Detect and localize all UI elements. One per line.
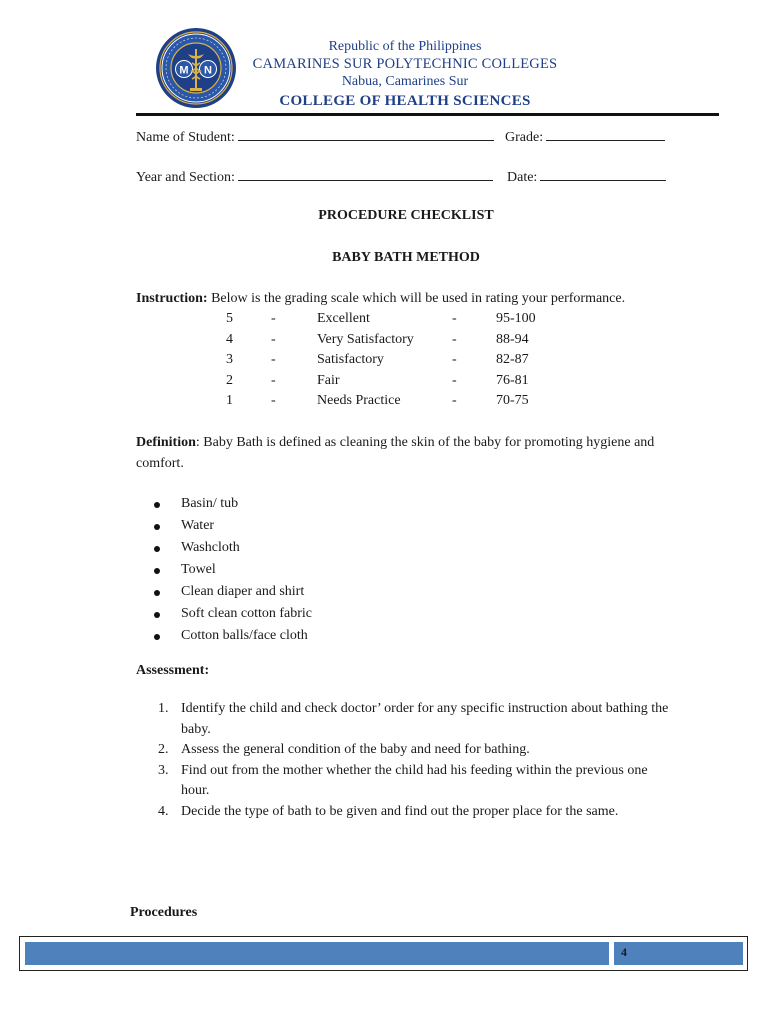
scale-dash: - [452, 331, 457, 347]
scale-rating: Fair [317, 372, 340, 388]
department-name: COLLEGE OF HEALTH SCIENCES [279, 93, 531, 109]
scale-range: 76-81 [496, 372, 529, 388]
list-item: 4. Decide the type of bath to be given and find out the proper place for the same. [158, 803, 619, 819]
college-name: CAMARINES SUR POLYTECHNIC COLLEGES [252, 56, 558, 72]
assessment-heading: Assessment: [136, 663, 210, 678]
scale-dash: - [271, 331, 276, 347]
scale-rating: Satisfactory [317, 352, 384, 367]
bullet-icon [154, 568, 160, 574]
definition-text: : Baby Bath is defined as cleaning the skin of the baby for promoting hygiene and comfort. [136, 435, 655, 471]
date-label: Date: [507, 170, 538, 185]
method-title: BABY BATH METHOD [332, 250, 480, 265]
seal-initial-left: M [179, 64, 189, 77]
scale-dash: - [271, 311, 276, 326]
scale-range: 82-87 [496, 352, 529, 367]
bullet-icon [154, 634, 160, 640]
student-name-line[interactable] [238, 126, 494, 141]
college-address: Nabua, Camarines Sur [341, 74, 469, 89]
scale-score: 5 [226, 311, 233, 326]
bullet-icon [154, 612, 160, 618]
list-item: 1. Identify the child and check doctor’ order for any specific instruction about bathing the baby. [158, 701, 669, 737]
instruction-text: Below is the grading scale which will be used in rating your performance. [207, 291, 626, 306]
scale-row [0, 309, 768, 329]
caduceus-seal-icon [155, 27, 237, 109]
definition-paragraph [136, 432, 686, 474]
footer-page-box [614, 942, 743, 965]
scale-range: 88-94 [496, 331, 529, 347]
scale-range: 95-100 [496, 311, 536, 326]
student-name-field[interactable] [136, 126, 494, 147]
scale-dash: - [452, 372, 457, 388]
grading-scale [0, 309, 768, 413]
republic-line: Republic of the Philippines [328, 39, 482, 54]
grade-field[interactable] [505, 126, 665, 147]
scale-dash: - [452, 393, 457, 408]
list-item: Soft clean cotton fabric [181, 603, 581, 625]
date-field[interactable] [507, 166, 666, 187]
scale-score: 1 [226, 393, 233, 408]
bullet-icon [154, 524, 160, 530]
scale-row [0, 391, 768, 411]
scale-score: 2 [226, 372, 233, 388]
list-item: 3. Find out from the mother whether the child had his feeding within the previous one hour. [158, 762, 648, 798]
list-item: Washcloth [181, 537, 581, 559]
checklist-title: PROCEDURE CHECKLIST [318, 208, 494, 223]
list-item: Towel [181, 559, 581, 581]
footer-bar [25, 942, 609, 965]
page-number: 4 [621, 945, 627, 959]
scale-dash: - [452, 311, 457, 326]
scale-dash: - [271, 352, 276, 367]
list-item: Water [181, 515, 581, 537]
college-seal [155, 27, 237, 109]
grade-label: Grade: [505, 130, 544, 145]
institution-header [230, 38, 580, 111]
scale-score: 4 [226, 331, 233, 347]
scale-range: 70-75 [496, 393, 529, 408]
scale-rating: Excellent [317, 311, 370, 326]
scale-row [0, 371, 768, 391]
grade-line[interactable] [546, 126, 665, 141]
year-section-field[interactable] [136, 166, 493, 187]
instruction-label: Instruction: [136, 291, 208, 306]
seal-initial-right: N [204, 64, 212, 77]
scale-score: 3 [226, 352, 233, 367]
year-section-label: Year and Section: [136, 170, 235, 185]
year-section-line[interactable] [238, 166, 493, 181]
list-item: Basin/ tub [181, 493, 581, 515]
materials-list [181, 493, 581, 647]
bullet-icon [154, 502, 160, 508]
definition-label: Definition [136, 435, 196, 450]
procedures-heading: Procedures [130, 905, 198, 920]
header-divider [136, 113, 719, 116]
list-item: Cotton balls/face cloth [181, 625, 581, 647]
assessment-steps [158, 699, 671, 822]
bullet-icon [154, 590, 160, 596]
scale-dash: - [452, 352, 457, 367]
student-name-label: Name of Student: [136, 130, 235, 145]
list-item: Clean diaper and shirt [181, 581, 581, 603]
date-line[interactable] [540, 166, 666, 181]
list-item: 2. Assess the general condition of the baby and need for bathing. [158, 742, 530, 757]
instruction-paragraph [136, 288, 696, 309]
scale-rating: Needs Practice [317, 393, 401, 408]
scale-row [0, 330, 768, 350]
scale-dash: - [271, 372, 276, 388]
bullet-icon [154, 546, 160, 552]
scale-dash: - [271, 393, 276, 408]
scale-row [0, 350, 768, 370]
scale-rating: Very Satisfactory [317, 331, 414, 347]
